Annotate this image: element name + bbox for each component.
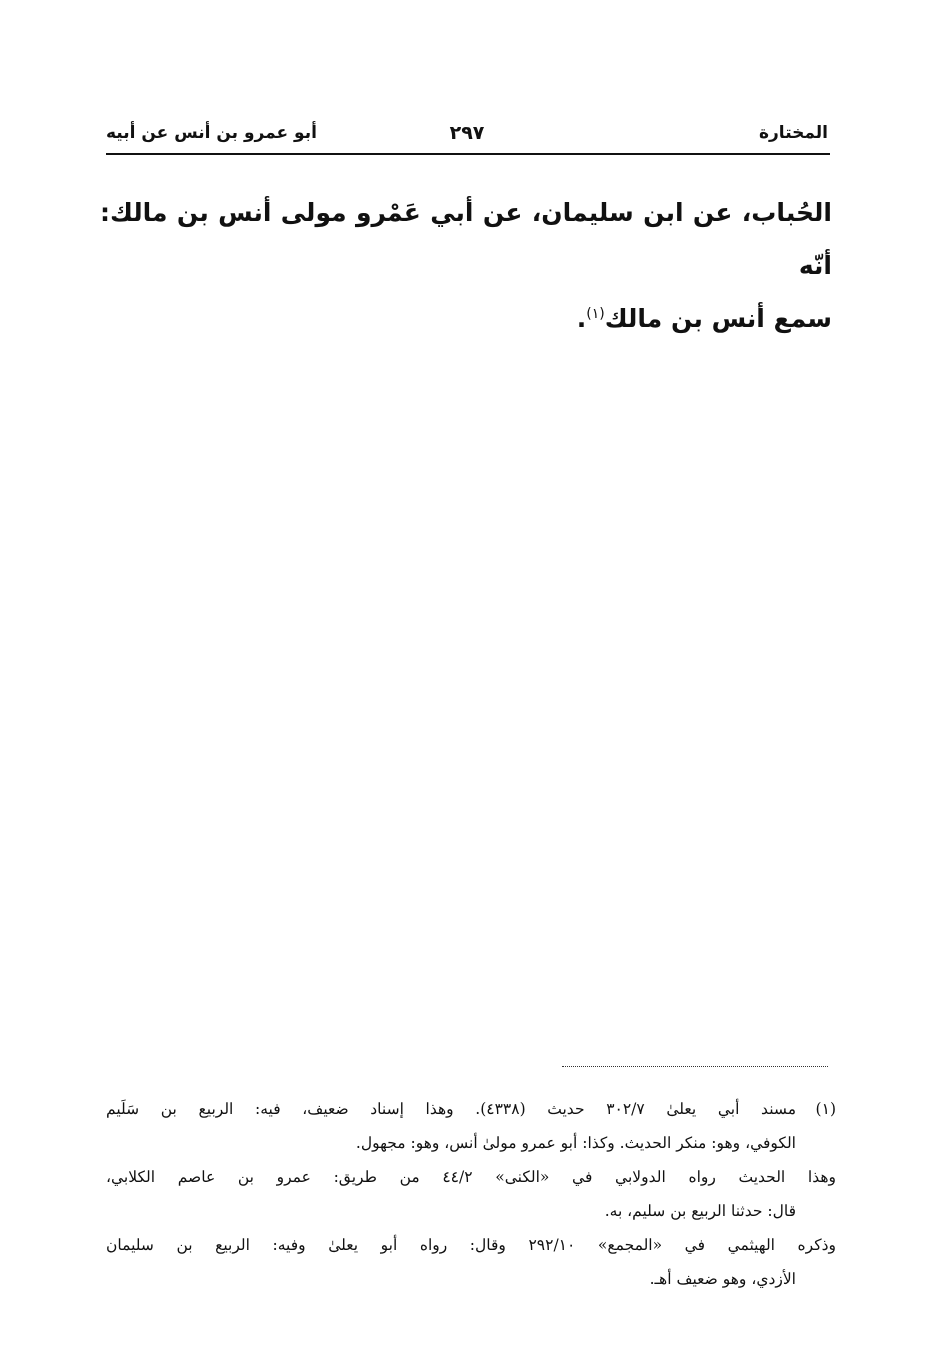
footnotes (106, 1092, 836, 1296)
footnote-line: قال: حدثنا الربيع بن سليم، به. (604, 1202, 796, 1220)
footnote-line: الكوفي، وهو: منكر الحديث. وكذا: أبو عمرو مولىٰ أنس، وهو: مجهول. (355, 1134, 796, 1152)
main-text-line-2 (100, 292, 832, 345)
main-text-line-1: الحُباب، عن ابن سليمان، عن أبي عَمْرو مولى أنس بن مالك: أنّه (100, 198, 832, 280)
footnote-reference: (١) (586, 306, 605, 322)
main-text-line-2-words: سمع أنس بن مالك (604, 304, 832, 333)
header-rule (106, 153, 830, 155)
footnote-mark: (١) (815, 1100, 836, 1118)
footnote-line: وذكره الهيثمي في «المجمع» ٢٩٢/١٠ وقال: رواه أبو يعلىٰ وفيه: الربيع بن سليمان (106, 1236, 836, 1254)
footnote-line (106, 1092, 836, 1126)
footnote-separator (562, 1066, 828, 1067)
main-text-line-2-end: . (576, 304, 587, 333)
page-number: ٢٩٧ (449, 122, 485, 144)
footnote-text: مسند أبي يعلىٰ ٣٠٢/٧ حديث (٤٣٣٨). وهذا إسناد ضعيف، فيه: الربيع بن سَلَيم (106, 1100, 796, 1118)
main-text (100, 186, 832, 345)
footnote-line: وهذا الحديث رواه الدولابي في «الكنى» ٤٤/٢ من طريق: عمرو بن عاصم الكلابي، (106, 1168, 836, 1186)
footnote-line: الأزدي، وهو ضعيف أهـ. (649, 1270, 796, 1288)
running-header (106, 118, 828, 154)
book-title: المختارة (758, 123, 828, 143)
section-title: أبو عمرو بن أنس عن أبيه (106, 123, 317, 143)
